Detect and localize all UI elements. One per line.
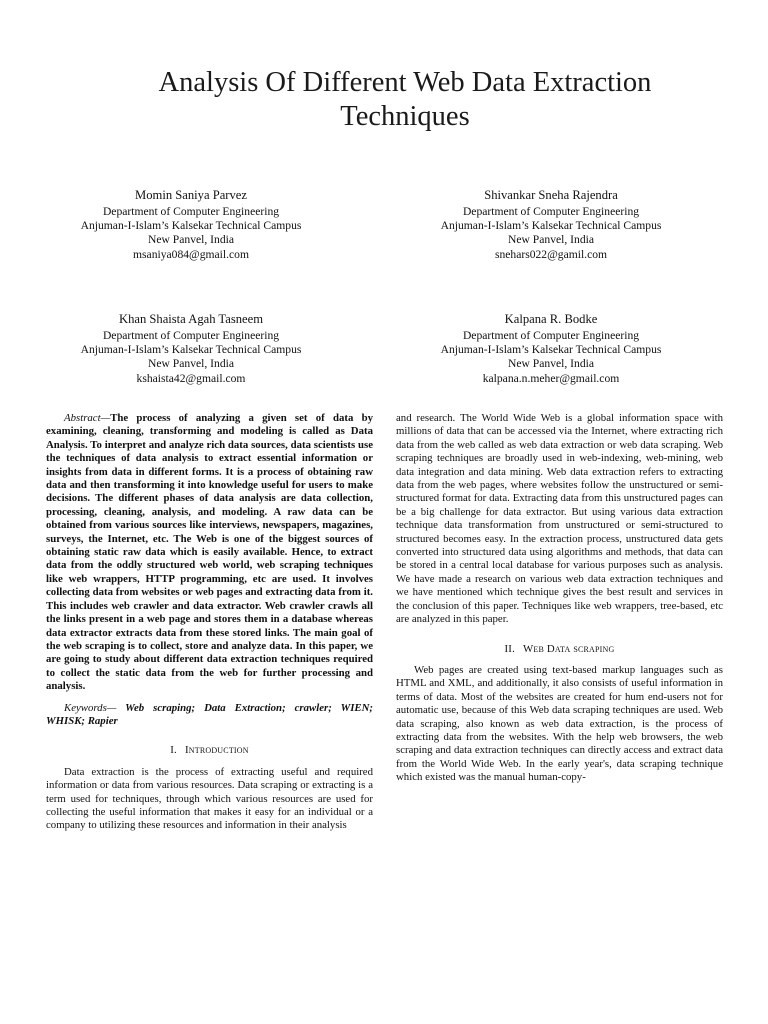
author-name: Khan Shaista Agah Tasneem bbox=[118, 312, 264, 326]
web-data-scraping-paragraph: Web pages are created using text-based markup languages such as HTML and XML, and additionally, it also consists of useful information in terms of data. Most of the websites are created for hum end-users not for automatic use, because of this Web data scraping techniques are used. Web data scraping, also known as web data extraction, is the process of extracting data from the websites. With the help web browsers, the web scraping and data extraction techniques can directly access and extract data from the World Wide Web. In the early year's, data scraping technique which existed was the manual human-copy- bbox=[396, 663, 723, 784]
author-name: Momin Saniya Parvez bbox=[135, 188, 247, 202]
author-institution: Anjuman-I-Islam’s Kalsekar Technical Campus bbox=[80, 219, 302, 233]
abstract-text: The process of analyzing a given set of data by examining, cleaning, transforming and modeling is called as Data Analysis. To interpret and analyze rich data sources, data scientists use the techniques of data analysis to extract essential information or insights from data in different forms. It is a process of obtaining raw data and then transforming it into knowledge useful for users to make decisions. The different phases of data analysis are data collection, processing, cleaning, analysis, and modeling. A raw data can be obtained from various sources like interviews, newspapers, magazines, surveys, the Internet, etc. The Web is one of the biggest sources of obtaining static raw data which is easily available. Hence, to extract data from the oddly structured web world, web scraping techniques like web wrappers, HTTP programming, etc are used. It involves collecting data from websites or web pages and extracting data from it. This includes web crawler and data extractor. Web crawler crawls all the links present in a web page and stores them in a database whereas data extractor extracts data from these stored links. The main goal of the web scraping is to collect, store and analyze data. In this paper, we are going to study about different data extraction techniques required to collect the static data from the web for further processing and analysis. bbox=[46, 412, 373, 693]
author-department: Department of Computer Engineering bbox=[102, 205, 280, 218]
author-institution: Anjuman-I-Islam’s Kalsekar Technical Campus bbox=[440, 343, 662, 357]
author-name: Shivankar Sneha Rajendra bbox=[484, 188, 618, 202]
section-heading-introduction bbox=[46, 744, 373, 757]
author-institution: Anjuman-I-Islam’s Kalsekar Technical Campus bbox=[440, 219, 662, 233]
paper-title: Analysis Of Different Web Data Extraction Techniques bbox=[158, 67, 652, 132]
section-number: II. bbox=[504, 642, 515, 655]
abstract-label: Abstract bbox=[64, 412, 101, 424]
section-number: I. bbox=[170, 744, 177, 757]
author-email: kalpana.n.meher@gmail.com bbox=[482, 371, 620, 385]
keywords-label: Keywords— bbox=[64, 701, 117, 714]
author-email: snehars022@gamil.com bbox=[494, 247, 608, 261]
section-title: Introduction bbox=[184, 744, 249, 757]
keywords-text: Web scraping; Data Extraction; crawler; WIEN; WHISK; Rapier bbox=[46, 701, 373, 727]
left-column bbox=[46, 412, 373, 833]
author-location: New Panvel, India bbox=[508, 233, 594, 247]
section-title: Web Data scraping bbox=[523, 642, 615, 655]
introduction-paragraph-continued: and research. The World Wide Web is a global information space with millions of data that can be accessed via the Internet, where extracting rich data from the web called as web data extraction or web data scraping. Web scraping techniques are broadly used in web-indexing, web-mining, web data integration and data mining. Web data extraction refers to extracting data from the web pages, where websites follow the unstructured or semi-structured format for data. Extracting data from this unstructured pages can be a big challenge for data extractor. But using various data extraction technique data transformation from unstructured or semi-structured to structured becomes easy. In the extraction process, unstructured data gets converted into structured data using algorithms and methods, that data can be stored in a central local database for various purposes such as analysis. We have made a research on various web data extraction techniques and we have mentioned which technique gives the best result and services in the conclusion of this paper. Techniques like web wrappers, tree-based, etc are analyzed in this paper. bbox=[396, 412, 723, 626]
right-column bbox=[396, 412, 723, 785]
author-department: Department of Computer Engineering bbox=[462, 329, 640, 342]
author-name: Kalpana R. Bodke bbox=[504, 312, 598, 326]
author-location: New Panvel, India bbox=[148, 233, 234, 247]
keywords bbox=[46, 702, 373, 729]
author-location: New Panvel, India bbox=[508, 357, 594, 371]
author-email: kshaista42@gmail.com bbox=[136, 371, 246, 385]
author-department: Department of Computer Engineering bbox=[462, 205, 640, 218]
author-email: msaniya084@gmail.com bbox=[133, 247, 249, 261]
author-block-4 bbox=[401, 312, 701, 386]
abstract-dash: — bbox=[100, 412, 111, 424]
abstract bbox=[46, 412, 373, 694]
author-block-2 bbox=[401, 188, 701, 262]
author-department: Department of Computer Engineering bbox=[102, 329, 280, 342]
author-location: New Panvel, India bbox=[148, 357, 234, 371]
section-heading-web-data-scraping bbox=[396, 643, 723, 656]
author-block-1 bbox=[41, 188, 341, 262]
introduction-paragraph: Data extraction is the process of extracting useful and required information or data from various resources. Data scraping or extracting is a term used for techniques, through which various resources are used for collecting the useful information that makes it easy for an individual or a company to utilizing these resources and information in their analysis bbox=[46, 765, 373, 832]
author-institution: Anjuman-I-Islam’s Kalsekar Technical Campus bbox=[80, 343, 302, 357]
author-block-3 bbox=[41, 312, 341, 386]
